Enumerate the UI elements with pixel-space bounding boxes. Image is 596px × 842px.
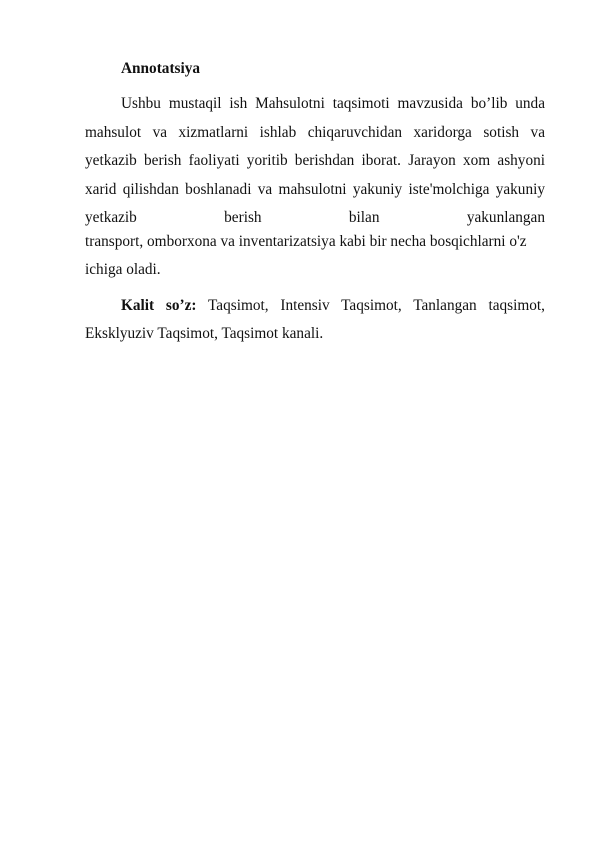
abstract-line-4: xarid qilishdan boshlanadi va mahsulotni yakuniy iste'molchiga yakuniy xyxy=(85,181,545,198)
keywords-text-1: Taqsimot, Intensiv Taqsimot, Tanlangan taqsimot, xyxy=(208,297,545,314)
abstract-line-1: Ushbu mustaqil ish Mahsulotni taqsimoti mavzusida bo’lib unda xyxy=(121,95,545,112)
keywords-line-1 xyxy=(121,297,545,315)
abstract-line-3: yetkazib berish faoliyati yoritib berishdan iborat. Jarayon xom ashyoni xyxy=(85,152,545,169)
abstract-line-6: transport, omborxona va inventarizatsiya kabi bir necha bosqichlarni o'z xyxy=(85,233,527,250)
abstract-line-2: mahsulot va xizmatlarni ishlab chiqaruvchidan xaridorga sotish va xyxy=(85,124,545,141)
section-heading: Annotatsiya xyxy=(121,60,201,77)
keywords-line-2: Eksklyuziv Taqsimot, Taqsimot kanali. xyxy=(85,325,324,342)
abstract-line-5: yetkazib berish bilan yakunlangan xyxy=(85,209,545,226)
keywords-label: Kalit so’z: xyxy=(121,297,197,314)
abstract-line-7: ichiga oladi. xyxy=(85,261,161,278)
